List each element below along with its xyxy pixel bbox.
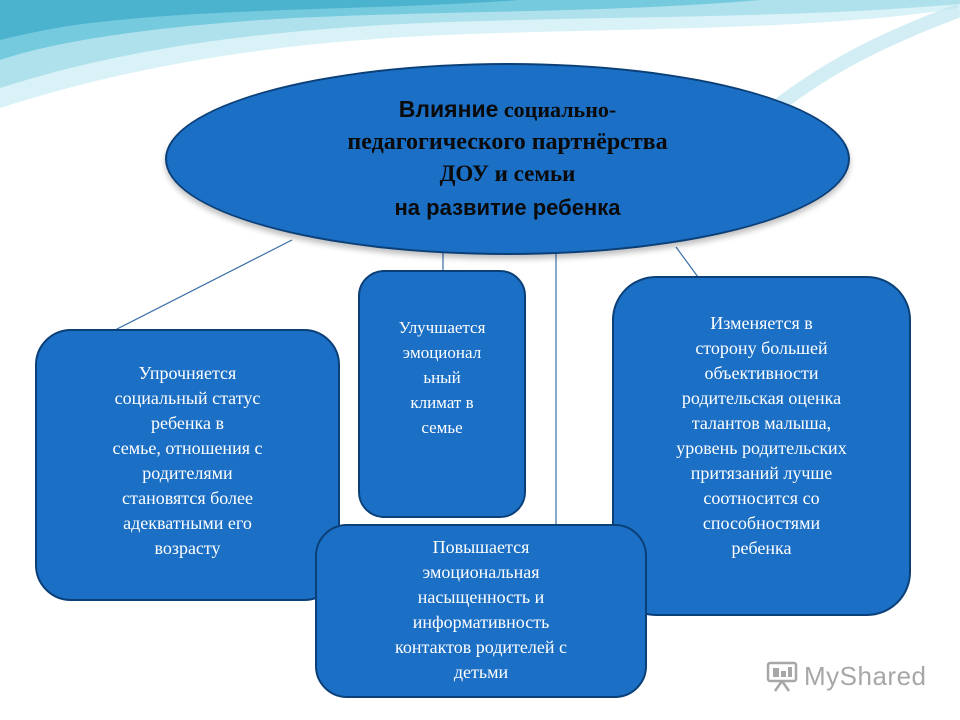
logo-text: MyShared — [804, 660, 927, 691]
center-line-1-lead: Влияние — [398, 95, 499, 122]
center-line-4: на развитие ребенка — [394, 194, 621, 220]
center-line-2: педагогического партнёрства — [347, 128, 668, 155]
outcome-node-parental-assessment: Изменяется в сторону большей объективности родительская оценка талантов малыша, уровень родительских притязаний лучше соотносится со способностями ребенка — [612, 276, 911, 616]
presentation-board-icon — [766, 659, 798, 693]
outcome-node-emotional-climate: Улучшается эмоционал ьный климат в семье — [358, 270, 526, 518]
connector-to-parental — [676, 247, 698, 277]
outcome-node-contacts: Повышается эмоциональная насыщенность и информативность контактов родителей с детьми — [315, 524, 647, 698]
center-line-1-rest: социально- — [498, 96, 617, 122]
center-line-3: ДОУ и семьи — [439, 160, 576, 186]
center-line-1 — [399, 93, 616, 126]
central-topic-ellipse — [165, 63, 850, 255]
watermark-logo — [766, 656, 936, 696]
connector-to-status — [115, 240, 292, 330]
outcome-node-social-status: Упрочняется социальный статус ребенка в семье, отношения с родителями становятся более адекватными его возрасту — [35, 329, 340, 601]
